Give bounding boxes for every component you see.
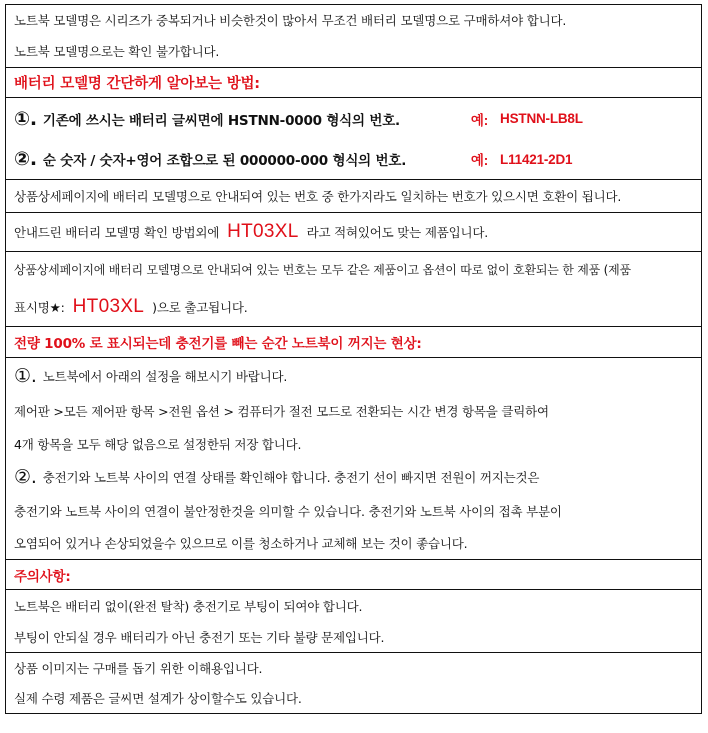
item-number: ①. [14, 107, 37, 130]
notice-line: 충전기와 노트북 사이의 연결이 불안정한것을 의미할 수 있습니다. 충전기와 노트북 사이의 접촉 부분이 [14, 503, 562, 519]
example-value: HSTNN-LB8L [500, 111, 583, 126]
text-before: 안내드린 배터리 모델명 확인 방법외에 [14, 225, 220, 240]
list-item [14, 358, 693, 394]
item-text: 노트북에서 아래의 설정을 해보시기 바랍니다. [42, 369, 288, 384]
boot-requirement [5, 589, 702, 652]
notice-line: 상품상세페이지에 배터리 모델명으로 안내되여 있는 번호 중 한가지라도 일치하는 번호가 있으시면 호환이 됩니다. [14, 189, 622, 204]
image-disclaimer [5, 652, 702, 714]
notice-line [14, 213, 693, 251]
model-code: HT03XL [72, 295, 145, 317]
section-heading: 주의사항: [14, 568, 71, 585]
section-heading: 배터리 모델명 간단하게 알아보는 방법: [14, 76, 260, 92]
text-after: 라고 적혀있어도 맞는 제품입니다. [306, 225, 488, 240]
notice-line: 노트북 모델명으로는 확인 불가합니다. [14, 44, 220, 59]
list-item [14, 98, 693, 139]
notice-line: 상품상세페이지에 배터리 모델명으로 안내되여 있는 번호는 모두 같은 제품이고 옵션이 따로 없이 호환되는 한 제품 (제품 [14, 263, 631, 277]
section-heading-caution [5, 559, 702, 589]
item-text: 기존에 쓰시는 배터리 글씨면에 HSTNN-0000 형식의 번호. [42, 112, 400, 129]
notice-line: 오염되어 있거나 손상되었을수 있으므로 이를 청소하거나 교체해 보는 것이 좋습니다. [14, 536, 468, 551]
example-value: L11421-2D1 [500, 151, 573, 167]
text-before: 표시명★: [14, 299, 65, 315]
notice-document [5, 4, 702, 714]
model-format-list [5, 97, 702, 179]
example-label: 예: [470, 112, 489, 128]
power-off-steps [5, 357, 702, 559]
model-alias-note [5, 212, 702, 251]
example-label: 예: [470, 153, 489, 168]
notice-line: 상품 이미지는 구매를 돕기 위한 이해용입니다. [14, 661, 263, 676]
list-item [14, 139, 693, 179]
item-number: ②. [14, 148, 37, 170]
item-number: ①. [14, 365, 37, 387]
item-text: 순 숫자 / 숫자+영어 조합으로 된 000000-000 형식의 번호. [42, 153, 407, 169]
notice-line: 노트북 모델명은 시리즈가 중복되거나 비슷한것이 많아서 무조건 배터리 모델명으로 구매하셔야 합니다. [14, 13, 567, 28]
shipping-note [5, 251, 702, 326]
list-item [14, 460, 693, 494]
notice-line: 4개 항목을 모두 해당 없음으로 설정한뒤 저장 합니다. [14, 436, 302, 452]
text-after: )으로 출고됩니다. [152, 299, 248, 315]
compatibility-note [5, 179, 702, 212]
section-heading-model-check [5, 67, 702, 97]
item-number: ②. [14, 466, 37, 488]
item-text: 충전기와 노트북 사이의 연결 상태를 확인해야 합니다. 충전기 선이 빠지면 전원이 꺼지는것은 [42, 470, 540, 485]
notice-line: 노트북은 배터리 없이(완전 탈착) 충전기로 부팅이 되여야 합니다. [14, 598, 363, 614]
model-code: HT03XL [227, 221, 299, 242]
section-heading-power-off [5, 326, 702, 357]
section-heading: 전량 100% 로 표시되는데 충전기를 빼는 순간 노트북이 꺼지는 현상: [14, 336, 422, 352]
notice-line: 실제 수령 제품은 글씨면 설계가 상이할수도 있습니다. [14, 691, 302, 706]
notice-line: 부팅이 안되실 경우 배터리가 아닌 충전기 또는 기타 불량 문제입니다. [14, 629, 385, 645]
notice-line [14, 287, 693, 326]
notice-line: 제어판 >모든 제어판 항목 >전원 옵션 > 컴퓨터가 절전 모드로 전환되는 시간 변경 항목을 클릭하여 [14, 403, 549, 419]
notice-model-warning [5, 4, 702, 67]
